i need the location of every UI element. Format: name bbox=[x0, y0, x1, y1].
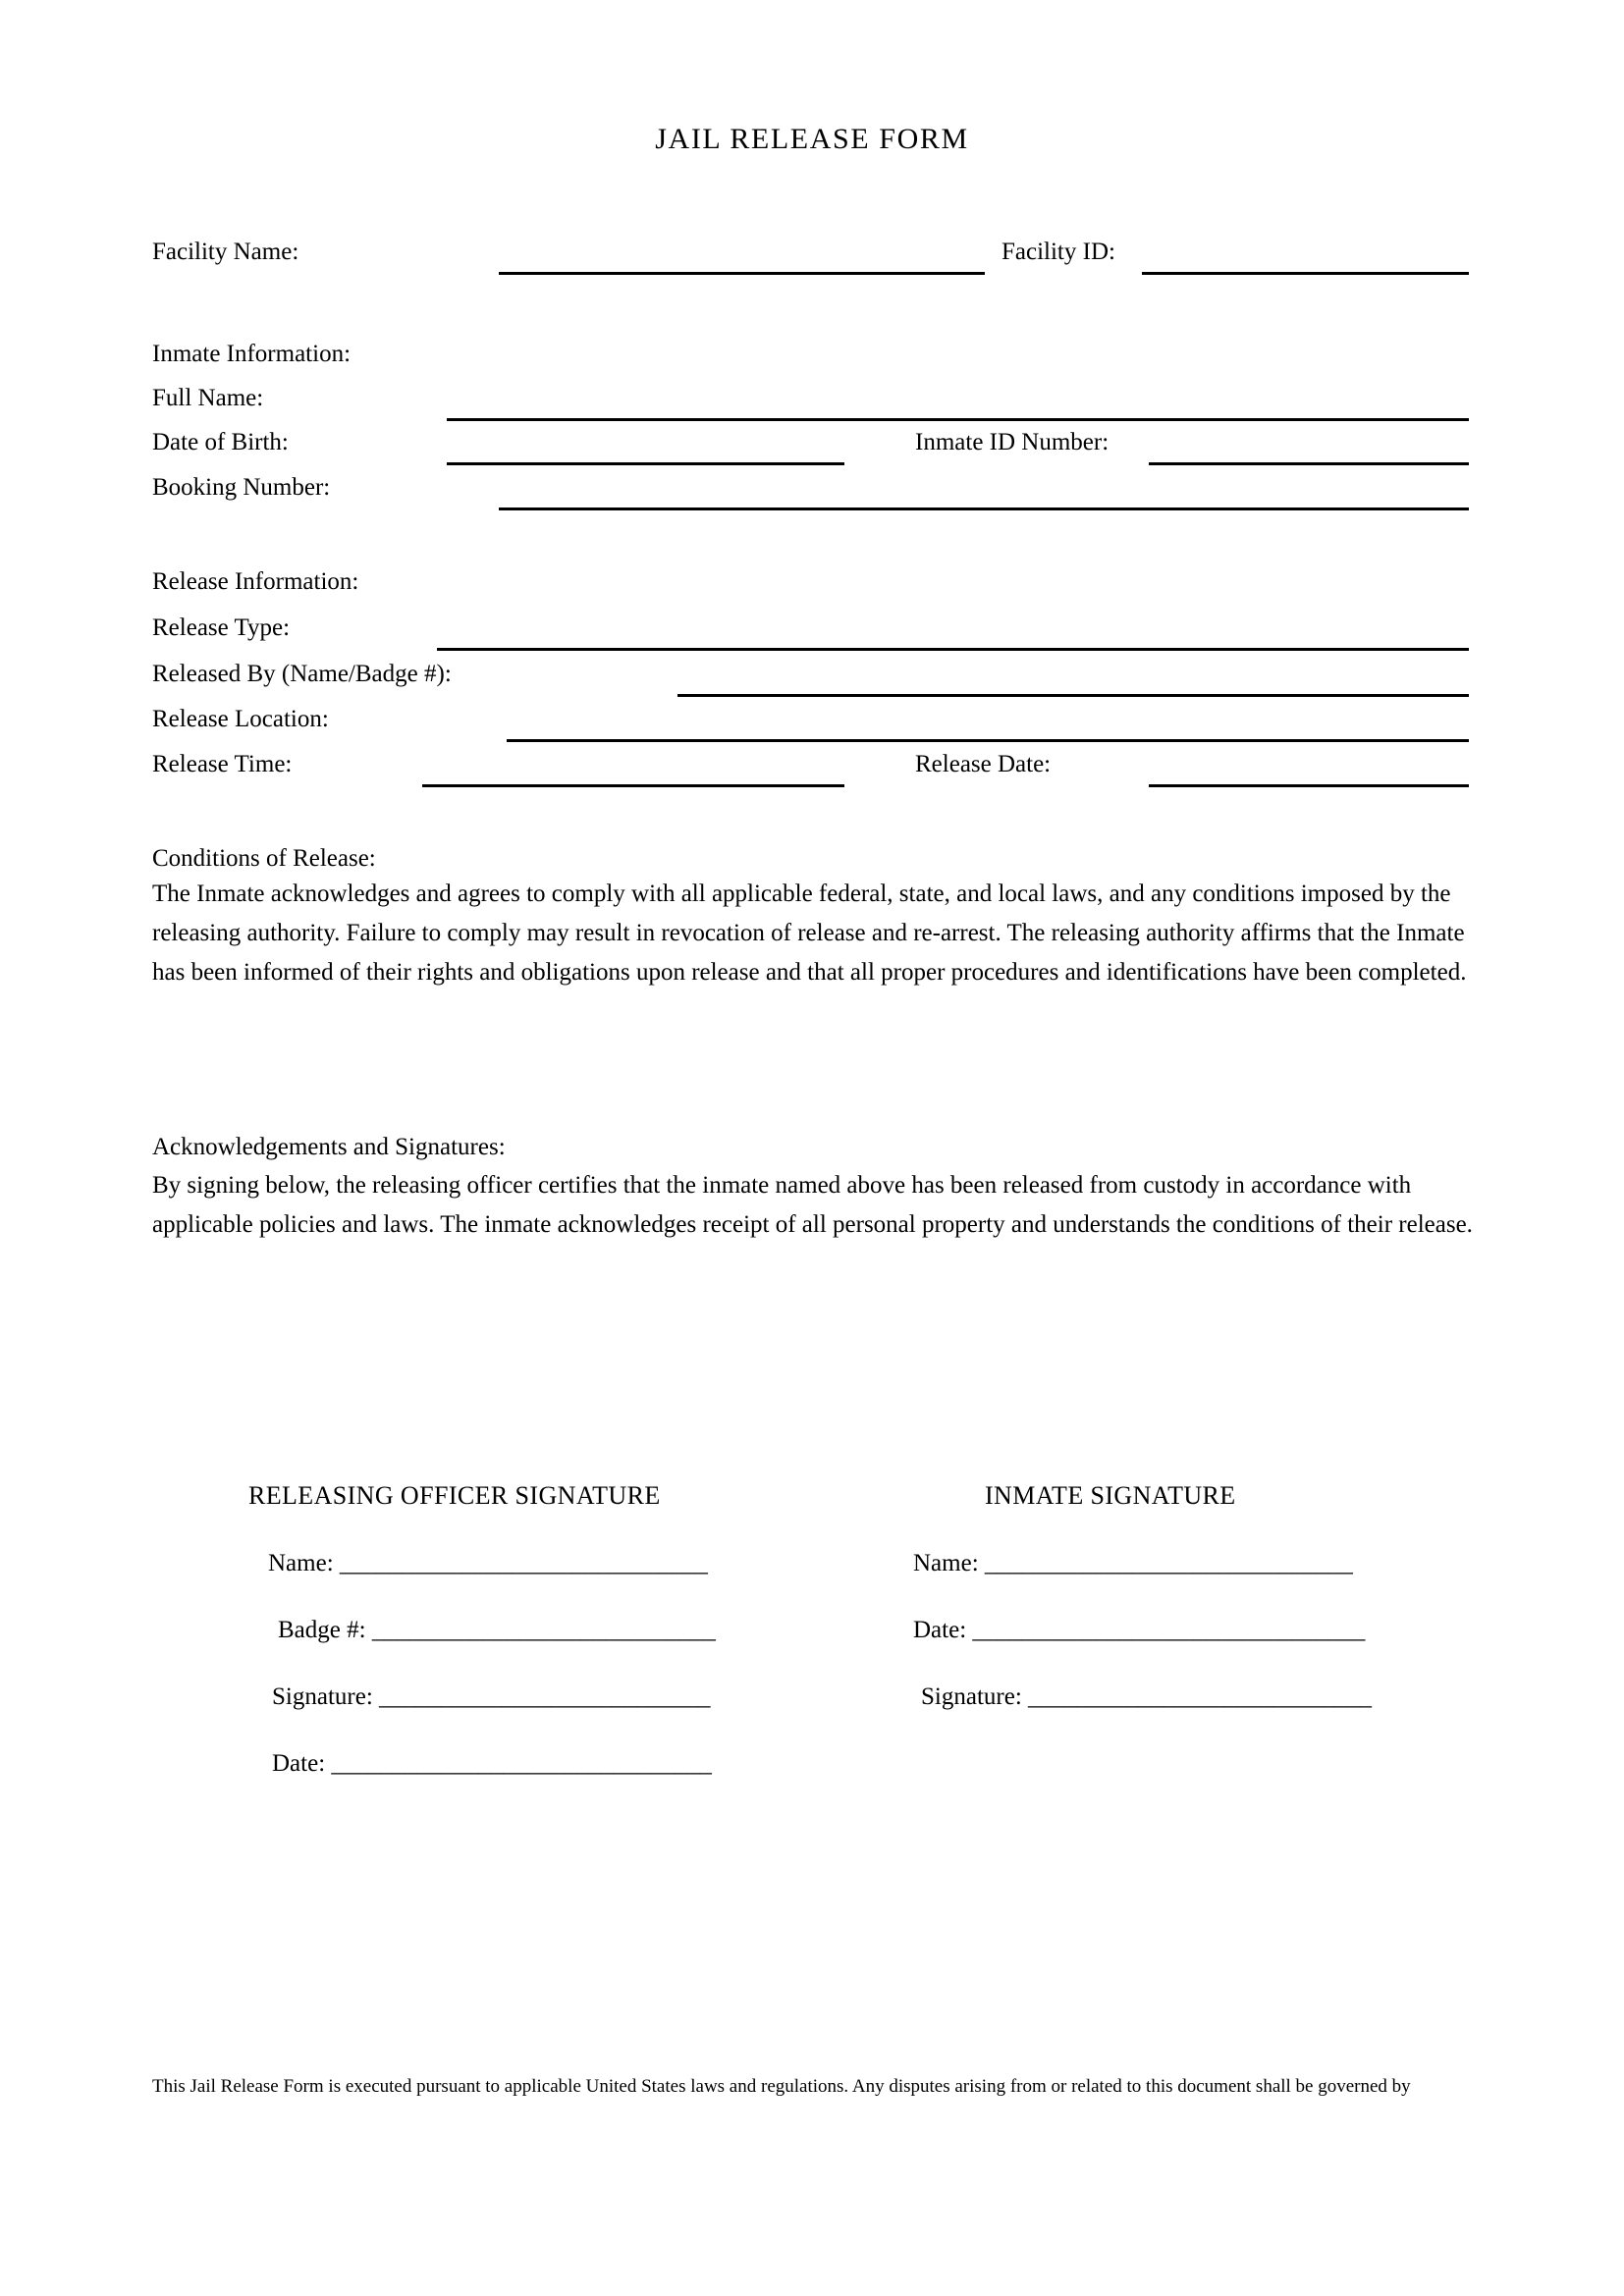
page-title: JAIL RELEASE FORM bbox=[655, 123, 969, 155]
officer-name-field[interactable]: Name: ______________________________ bbox=[268, 1550, 708, 1576]
date-of-birth-label: Date of Birth: bbox=[152, 429, 289, 455]
released-by-rule[interactable] bbox=[677, 694, 1469, 697]
release-date-rule[interactable] bbox=[1149, 784, 1469, 787]
inmate-id-number-label: Inmate ID Number: bbox=[915, 429, 1110, 455]
facility-name-rule[interactable] bbox=[499, 272, 985, 275]
facility-id-rule[interactable] bbox=[1142, 272, 1469, 275]
release-information-heading: Release Information: bbox=[152, 568, 359, 595]
officer-date-field[interactable]: Date: _______________________________ bbox=[272, 1750, 712, 1777]
footer-legal-text: This Jail Release Form is executed pursuant to applicable United States laws and regulations. Any disputes arising from or related to this document shall be governed by bbox=[152, 2076, 1411, 2097]
booking-number-rule[interactable] bbox=[499, 507, 1469, 510]
officer-badge-field[interactable]: Badge #: ____________________________ bbox=[278, 1617, 716, 1643]
release-location-rule[interactable] bbox=[507, 739, 1469, 742]
conditions-of-release-body: The Inmate acknowledges and agrees to comply with all applicable federal, state, and local laws, and any conditions imposed by the releasing authority. Failure to comply may result in revocation of release and re-arrest. The releasing authority affirms that the Inmate has been informed of their rights and obligations upon release and that all proper procedures and identifications have been completed. bbox=[152, 881, 1467, 986]
release-date-label: Release Date: bbox=[915, 751, 1052, 777]
officer-signature-field[interactable]: Signature: ___________________________ bbox=[272, 1683, 711, 1710]
release-time-rule[interactable] bbox=[422, 784, 844, 787]
release-type-label: Release Type: bbox=[152, 614, 291, 641]
inmate-name-field[interactable]: Name: ______________________________ bbox=[913, 1550, 1353, 1576]
inmate-signature-field[interactable]: Signature: ____________________________ bbox=[921, 1683, 1373, 1710]
date-of-birth-rule[interactable] bbox=[447, 462, 844, 465]
inmate-date-field[interactable]: Date: ________________________________ bbox=[913, 1617, 1366, 1643]
inmate-signature-heading: INMATE SIGNATURE bbox=[985, 1481, 1236, 1510]
acknowledgements-body: By signing below, the releasing officer certifies that the inmate named above has been released from custody in accordance with applicable policies and laws. The inmate acknowledges receipt of all personal property and understands the conditions of their release. bbox=[152, 1172, 1473, 1238]
facility-name-label: Facility Name: bbox=[152, 239, 299, 265]
release-time-label: Release Time: bbox=[152, 751, 293, 777]
inmate-information-heading: Inmate Information: bbox=[152, 341, 352, 367]
release-type-rule[interactable] bbox=[437, 648, 1469, 651]
releasing-officer-signature-heading: RELEASING OFFICER SIGNATURE bbox=[248, 1481, 661, 1510]
acknowledgements-heading: Acknowledgements and Signatures: bbox=[152, 1134, 506, 1160]
inmate-id-number-rule[interactable] bbox=[1149, 462, 1469, 465]
release-location-label: Release Location: bbox=[152, 706, 329, 732]
facility-id-label: Facility ID: bbox=[1001, 239, 1115, 265]
full-name-label: Full Name: bbox=[152, 385, 264, 411]
conditions-of-release-heading: Conditions of Release: bbox=[152, 845, 376, 872]
full-name-rule[interactable] bbox=[447, 418, 1469, 421]
released-by-label: Released By (Name/Badge #): bbox=[152, 661, 452, 687]
booking-number-label: Booking Number: bbox=[152, 474, 331, 501]
